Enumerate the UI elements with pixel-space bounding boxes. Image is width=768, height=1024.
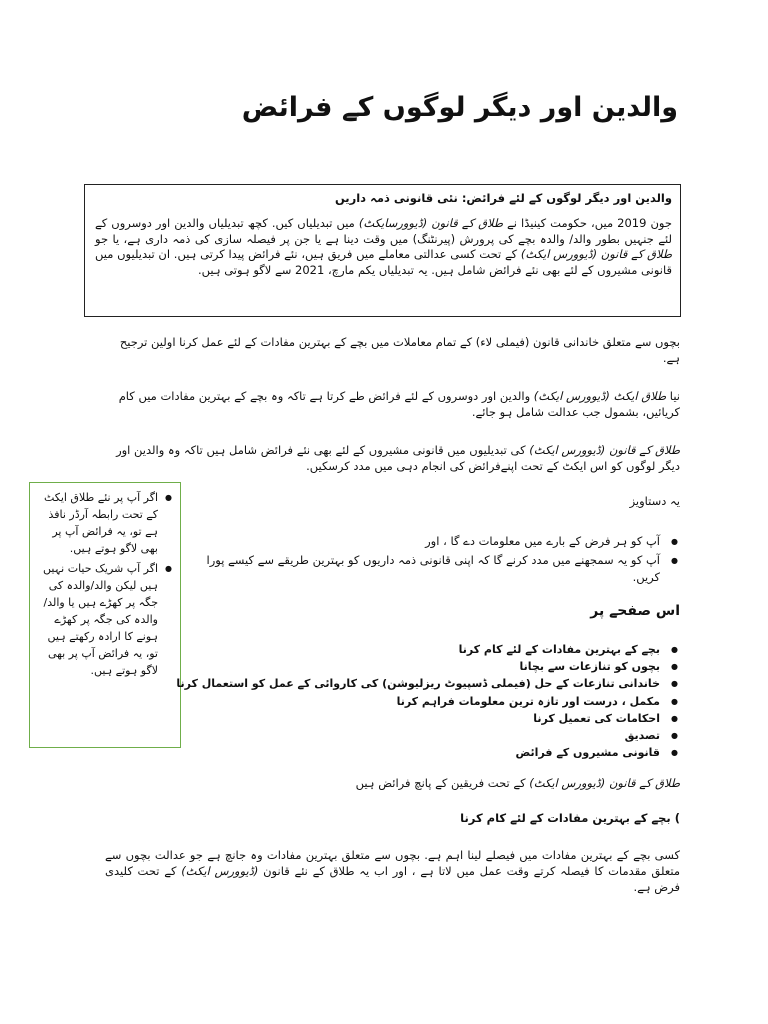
divorce-act-link[interactable]: طلاق کے قانون (ڈیوورس ایکٹ) — [520, 247, 672, 261]
new-act-paragraph — [108, 388, 680, 420]
divorce-act-link[interactable]: طلاق ایکٹ (ڈیوورس ایکٹ) — [533, 389, 667, 403]
toc-link[interactable]: ● قانونی مشیروں کے فرائض — [160, 744, 680, 761]
paragraph-text: کسی بچے کے بہترین مفادات میں فیصلے لینا اہم ہے. بچوں سے متعلق بہترین مفادات وہ جانچ ہے جو عدالت بچوں سے متعلق مقدمات کا فیصلہ کرتے وقت عمل میں لاتا ہے ، اور اب یہ طلاق کے نئے قانون — [105, 848, 680, 878]
divorce-act-link[interactable]: طلاق کے قانون (ڈیوورس ایکٹ) — [529, 776, 680, 790]
toc-heading: اس صفحے پر — [590, 603, 680, 619]
toc-link[interactable]: ● تصدیق — [160, 727, 680, 744]
section-body — [105, 847, 680, 895]
box-body-text: کے تحت کسی عدالتی معاملے میں فریق ہیں، نئے فرائض پیدا کرتی ہیں. ان تبدیلیوں میں قانونی مشیروں کے لئے بھی نئے فرائض شامل ہیں. یہ تبدیلیاں یکم مارچ، 2021 سے لاگو ہوتی ہیں. — [95, 247, 672, 277]
toc-link[interactable]: ● بچے کے بہترین مفادات کے لئے کام کرنا — [160, 641, 680, 658]
list-item: ● آپ کو ہر فرض کے بارے میں معلومات دے گا ، اور — [200, 533, 680, 550]
paragraph-text: نیا — [666, 389, 680, 403]
divorce-act-link[interactable]: طلاق کے قانون (ڈیوورسایکٹ) — [358, 216, 504, 230]
document-intro: یہ دستاویز — [629, 494, 680, 508]
section-heading: ) بچے کے بہترین مفادات کے لئے کام کرنا — [460, 811, 680, 825]
toc-list — [160, 641, 680, 761]
document-purpose-list — [200, 533, 680, 586]
toc-link[interactable]: ● بچوں کو تنازعات سے بچانا — [160, 658, 680, 675]
box-body-text: میں تبدیلیاں کیں. کچھ تبدیلیاں والدین اور دوسروں کے لئے جنہیں بطور والد/ والدہ بچے کی پرورش (پیرنٹنگ) میں وقت دینا ہے یا جن پر فیصلہ سازی کی ذمہ داری ہے، یا جو — [95, 216, 672, 246]
paragraph-text: کے تحت کلیدی فرض ہے. — [105, 864, 680, 894]
legal-advisers-paragraph — [100, 442, 680, 474]
five-duties-line — [180, 775, 680, 791]
box-body — [95, 216, 672, 278]
paragraph-text: کے تحت فریقین کے پانچ فرائض ہیں — [355, 776, 530, 790]
best-interest-paragraph: بچوں سے متعلق خاندانی قانون (فیملی لاء) کے تمام معاملات میں بچے کے بہترین مفادات کے لئے عمل کرنا اولین ترجیح ہے. — [119, 335, 680, 365]
page-title: والدین اور دیگر لوگوں کے فرائض — [241, 92, 678, 123]
toc-link[interactable]: ● احکامات کی تعمیل کرنا — [160, 710, 680, 727]
toc-link[interactable]: ● مکمل ، درست اور تازہ ترین معلومات فراہم کرنا — [160, 693, 680, 710]
divorce-act-link[interactable]: (ڈیوورس ایکٹ) — [181, 864, 259, 878]
paragraph-text: کی تبدیلیوں میں قانونی مشیروں کے لئے بھی نئے فرائض شامل ہیں تاکہ وہ والدین اور دیگر لوگوں کو اس ایکٹ کے تحت اپنےفرائض کی انجام دہی میں مدد کرسکیں. — [116, 443, 680, 473]
paragraph-text: والدین اور دوسروں کے لئے فرائض طے کرتا ہے تاکہ وہ بچے کے بہترین مفادات میں کام کریائیں، بشمول جب عدالت شامل ہو جائے. — [118, 389, 680, 419]
new-duties-box — [84, 184, 681, 317]
list-item: ● آپ کو یہ سمجھنے میں مدد کرنے گا کہ اپنی قانونی ذمہ داریوں کو بہترین طریقے سے کیسے پورا کریں. — [200, 552, 680, 586]
box-body-text: جون 2019 میں، حکومت کینیڈا نے — [503, 216, 672, 230]
applicability-sidebox — [29, 482, 181, 748]
divorce-act-link[interactable]: طلاق کے قانون (ڈیوورس ایکٹ) — [529, 443, 680, 457]
sidebox-item: ● اگر آپ پر نئے طلاق ایکٹ کے تحت رابطہ آرڈر نافذ ہے تو، یہ فرائض آپ پر بھی لاگو ہوتے ہیں. — [38, 489, 158, 557]
box-heading: والدین اور دیگر لوگوں کے لئے فرائض: نئی قانونی ذمہ داریں — [334, 191, 672, 205]
sidebox-item: ● اگر آپ شریک حیات نہیں ہیں لیکن والد/والدہ کی جگہ پر کھڑے ہیں یا والد/والدہ کی جگہ پر کھڑے ہونے کا ارادہ رکھتے ہیں تو، یہ فرائض آپ پر بھی لاگو ہوتے ہیں. — [38, 560, 158, 679]
toc-link[interactable]: ● خاندانی تنازعات کے حل (فیملی ڈسپیوٹ ریزلیوشن) کی کاروائی کے عمل کو استعمال کرنا — [160, 675, 680, 692]
